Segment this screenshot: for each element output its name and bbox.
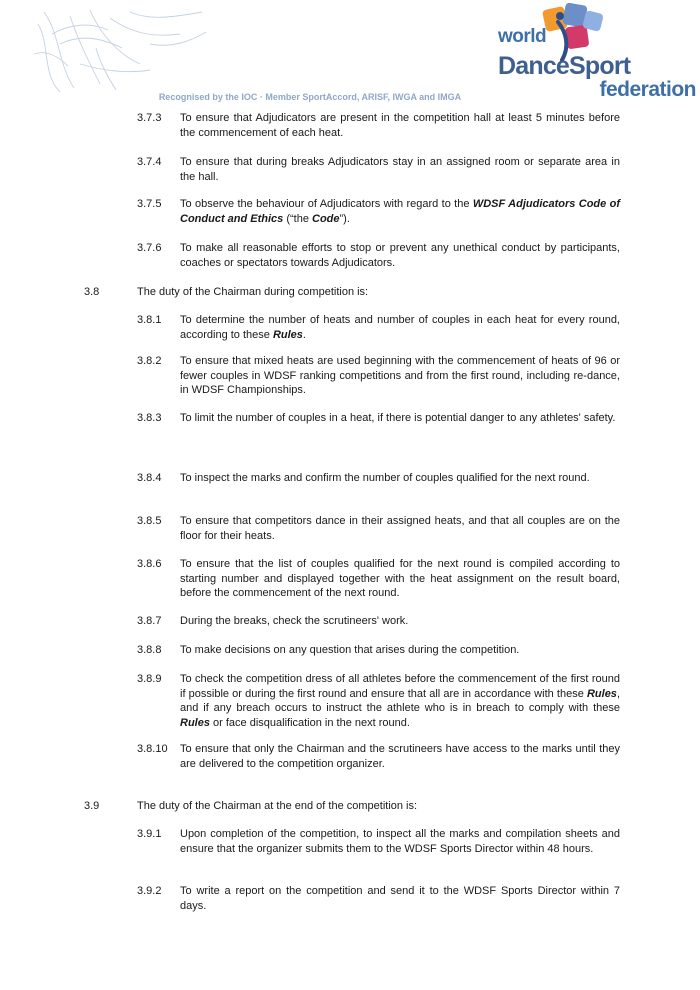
clause-number: 3.7.3 <box>137 112 162 124</box>
clause-text <box>180 197 620 226</box>
clause-number: 3.7.5 <box>137 198 162 210</box>
section-text: The duty of the Chairman at the end of the competition is: <box>137 800 418 812</box>
section-text: The duty of the Chairman during competition is: <box>137 286 369 298</box>
clause-number: 3.8.10 <box>137 743 168 755</box>
clause-number: 3.8.3 <box>137 412 162 424</box>
dancer-sketch-watermark <box>30 4 210 96</box>
clause-number: 3.9.1 <box>137 828 162 840</box>
clause-text: To make all reasonable efforts to stop or prevent any unethical conduct by participants, coaches or spectators towards Adjudicators. <box>180 242 620 269</box>
clause-text-part: ”). <box>339 212 350 225</box>
clause-text-part: (“the <box>283 212 313 225</box>
wdsf-logo <box>498 2 698 102</box>
code-reference: Code <box>312 212 340 225</box>
clause-number: 3.9.2 <box>137 885 162 897</box>
clause-text-part: or face disqualification in the next round. <box>209 717 410 730</box>
logo-dancesport-text: DanceSport <box>498 52 631 80</box>
clause-text: To ensure that Adjudicators are present in the competition hall at least 5 minutes before the commencement of each heat. <box>180 112 620 139</box>
clause-number: 3.8.5 <box>137 515 162 527</box>
logo-world-text: world <box>498 26 547 47</box>
clause-number: 3.8.9 <box>137 673 162 685</box>
clause-text: Upon completion of the competition, to inspect all the marks and compilation sheets and ensure that the organizer submits them to the WDSF Sports Director within 48 hours. <box>180 828 620 855</box>
clause-text: To ensure that only the Chairman and the scrutineers have access to the marks until they are delivered to the competition organizer. <box>180 743 620 770</box>
clause-text-part: To observe the behaviour of Adjudicators with regard to the <box>180 198 473 210</box>
rules-reference: Rules <box>272 328 303 341</box>
clause-text-part: To check the competition dress of all athletes before the commencement of the first round if possible or during the first round and ensure that all are in accordance with these <box>180 673 620 700</box>
clause-number: 3.8.2 <box>137 355 162 367</box>
clause-number: 3.7.4 <box>137 156 162 168</box>
section-number: 3.9 <box>84 800 100 812</box>
clause-text: During the breaks, check the scrutineers' work. <box>180 615 409 627</box>
clause-number: 3.8.4 <box>137 472 162 484</box>
clause-text-part: . <box>302 328 306 341</box>
clause-number: 3.8.6 <box>137 558 162 570</box>
clause-text: To write a report on the competition and send it to the WDSF Sports Director within 7 days. <box>180 885 620 912</box>
code-of-conduct-reference: WDSF Adjudicators Code of Conduct and Ethics <box>180 198 620 225</box>
clause-text: To ensure that competitors dance in their assigned heats, and that all couples are on the floor for their heats. <box>180 515 620 542</box>
clause-text: To make decisions on any question that arises during the competition. <box>180 644 520 656</box>
logo-federation-text: federation <box>599 78 696 101</box>
clause-text <box>180 313 620 342</box>
clause-text-part: To determine the number of heats and number of couples in each heat for every round, according to these <box>180 314 620 341</box>
clause-text: To ensure that mixed heats are used beginning with the commencement of heats of 96 or fewer couples in WDSF ranking competitions and from the first round, including re-dance, in WDSF Championships. <box>180 355 620 397</box>
clause-text-part: , and if any breach occurs to instruct the athlete who is in breach to comply with these <box>180 687 620 715</box>
clause-text: To ensure that during breaks Adjudicators stay in an assigned room or separate area in the hall. <box>180 156 620 183</box>
rules-reference: Rules <box>586 687 617 700</box>
clause-number: 3.7.6 <box>137 242 162 254</box>
clause-text <box>180 672 620 731</box>
clause-number: 3.8.8 <box>137 644 162 656</box>
rules-reference: Rules <box>180 717 210 730</box>
clause-number: 3.8.1 <box>137 314 162 326</box>
clause-text: To inspect the marks and confirm the number of couples qualified for the next round. <box>180 472 590 484</box>
recognition-line: Recognised by the IOC · Member SportAccord, ARISF, IWGA and IMGA <box>158 92 462 102</box>
clause-number: 3.8.7 <box>137 615 162 627</box>
section-number: 3.8 <box>84 286 100 298</box>
clause-text: To ensure that the list of couples qualified for the next round is compiled according to starting number and displayed together with the heat assignment on the result board, before the commencement of the next round. <box>180 558 620 600</box>
clause-text: To limit the number of couples in a heat, if there is potential danger to any athletes' safety. <box>180 412 616 424</box>
